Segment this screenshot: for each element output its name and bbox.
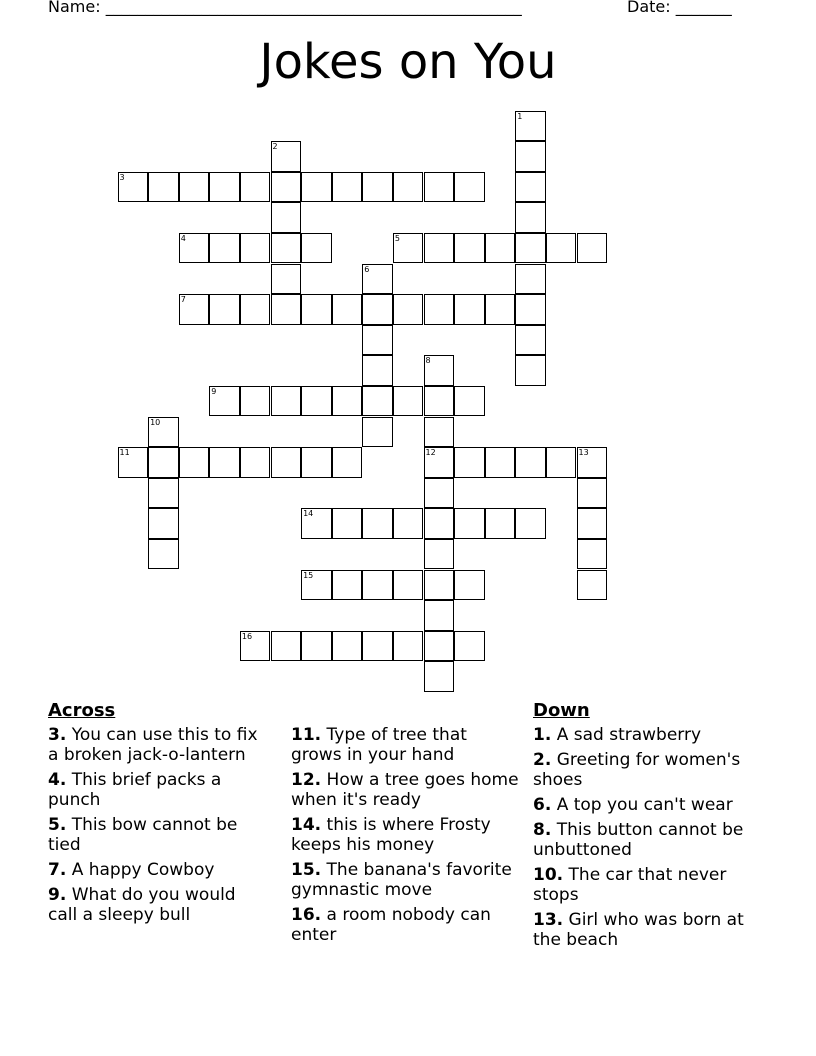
crossword-cell[interactable] (393, 508, 424, 539)
crossword-cell[interactable] (485, 447, 516, 478)
clue-number-label: 5. (48, 815, 67, 835)
crossword-cell[interactable] (148, 172, 179, 203)
clue-text: Girl who was born at the beach (533, 910, 744, 950)
crossword-cell[interactable] (332, 631, 363, 662)
crossword-cell[interactable] (454, 447, 485, 478)
crossword-cell[interactable] (271, 264, 302, 295)
across-clue (48, 885, 268, 925)
crossword-cell[interactable] (332, 172, 363, 203)
clue-number: 1 (517, 111, 523, 121)
crossword-cell[interactable] (393, 172, 424, 203)
clue-text: You can use this to fix a broken jack-o-lantern (48, 725, 258, 765)
clue-number: 7 (180, 295, 186, 305)
down-clue (533, 910, 753, 950)
crossword-cell[interactable] (362, 508, 393, 539)
crossword-cell[interactable] (332, 570, 363, 601)
clue-number: 9 (211, 386, 217, 396)
clue-text: What do you would call a sleepy bull (48, 885, 236, 925)
crossword-cell[interactable] (454, 631, 485, 662)
crossword-cell[interactable] (209, 447, 240, 478)
clue-text: Type of tree that grows in your hand (291, 725, 467, 765)
clue-text: A top you can't wear (556, 795, 733, 815)
crossword-cell[interactable] (271, 386, 302, 417)
clue-number: 15 (303, 570, 314, 580)
crossword-cell[interactable] (271, 172, 302, 203)
crossword-cell[interactable] (577, 447, 608, 478)
down-clue (533, 725, 753, 745)
crossword-cell[interactable] (393, 570, 424, 601)
clue-number: 3 (119, 172, 125, 182)
crossword-cell[interactable] (301, 447, 332, 478)
crossword-cell[interactable] (332, 386, 363, 417)
across-clue (291, 860, 519, 900)
crossword-cell[interactable] (118, 447, 149, 478)
across-clue (48, 770, 268, 810)
clue-text: This bow cannot be tied (48, 815, 238, 855)
crossword-cell[interactable] (332, 508, 363, 539)
crossword-cell[interactable] (424, 233, 455, 264)
clue-number-label: 15. (291, 860, 322, 880)
crossword-cell[interactable] (179, 172, 210, 203)
crossword-cell[interactable] (515, 325, 546, 356)
clue-number: 6 (364, 264, 370, 274)
clue-text: a room nobody can enter (291, 905, 491, 945)
crossword-cell[interactable] (240, 386, 271, 417)
crossword-cell[interactable] (515, 447, 546, 478)
crossword-cell[interactable] (118, 172, 149, 203)
across-clue (48, 725, 268, 765)
crossword-cell[interactable] (301, 233, 332, 264)
crossword-cell[interactable] (454, 386, 485, 417)
crossword-cell[interactable] (240, 447, 271, 478)
crossword-cell[interactable] (179, 447, 210, 478)
crossword-cell[interactable] (179, 233, 210, 264)
crossword-cell[interactable] (424, 478, 455, 509)
clue-text: The car that never stops (533, 865, 727, 905)
clue-text: This brief packs a punch (48, 770, 222, 810)
crossword-cell[interactable] (362, 355, 393, 386)
clue-number: 4 (180, 233, 186, 243)
clue-text: A sad strawberry (556, 725, 702, 745)
crossword-cell[interactable] (148, 539, 179, 570)
crossword-cell[interactable] (424, 631, 455, 662)
crossword-cell[interactable] (577, 539, 608, 570)
clue-number-label: 8. (533, 820, 552, 840)
crossword-cell[interactable] (485, 508, 516, 539)
crossword-cell[interactable] (515, 508, 546, 539)
clue-text: How a tree goes home when it's ready (291, 770, 519, 810)
clue-number-label: 3. (48, 725, 67, 745)
down-heading: Down (533, 700, 590, 721)
crossword-cell[interactable] (485, 294, 516, 325)
crossword-cell[interactable] (546, 447, 577, 478)
name-line[interactable]: ____________________________________________________ (105, 0, 522, 16)
crossword-cell[interactable] (301, 386, 332, 417)
clue-number: 2 (272, 142, 278, 152)
clue-text: this is where Frosty keeps his money (291, 815, 491, 855)
crossword-cell[interactable] (332, 294, 363, 325)
crossword-cell[interactable] (424, 172, 455, 203)
crossword-cell[interactable] (515, 294, 546, 325)
crossword-cell[interactable] (393, 233, 424, 264)
crossword-cell[interactable] (301, 294, 332, 325)
clue-number-label: 14. (291, 815, 322, 835)
crossword-cell[interactable] (424, 386, 455, 417)
across-clue (291, 725, 519, 765)
crossword-cell[interactable] (424, 570, 455, 601)
crossword-cell[interactable] (179, 294, 210, 325)
down-clues (533, 700, 753, 955)
clue-number-label: 9. (48, 885, 67, 905)
crossword-cell[interactable] (515, 202, 546, 233)
clue-text: The banana's favorite gymnastic move (291, 860, 512, 900)
clue-number: 8 (425, 356, 431, 366)
crossword-cell[interactable] (240, 172, 271, 203)
clue-number: 5 (394, 233, 400, 243)
clue-number: 11 (119, 448, 130, 458)
crossword-cell[interactable] (485, 233, 516, 264)
across-clues (48, 700, 268, 930)
crossword-cell[interactable] (271, 294, 302, 325)
crossword-cell[interactable] (393, 294, 424, 325)
clue-number-label: 13. (533, 910, 564, 930)
crossword-cell[interactable] (577, 478, 608, 509)
across-clue (48, 815, 268, 855)
crossword-cell[interactable] (362, 264, 393, 295)
crossword-cell[interactable] (424, 600, 455, 631)
crossword-cell[interactable] (424, 661, 455, 692)
across-clue (291, 770, 519, 810)
crossword-cell[interactable] (424, 508, 455, 539)
crossword-cell[interactable] (271, 233, 302, 264)
crossword-cell[interactable] (515, 172, 546, 203)
puzzle-title: Jokes on You (259, 34, 557, 90)
crossword-cell[interactable] (362, 172, 393, 203)
crossword-cell[interactable] (515, 141, 546, 172)
crossword-cell[interactable] (148, 417, 179, 448)
crossword-cell[interactable] (209, 233, 240, 264)
across-clue (291, 815, 519, 855)
crossword-cell[interactable] (362, 294, 393, 325)
crossword-cell[interactable] (424, 355, 455, 386)
clue-number: 16 (241, 631, 253, 641)
crossword-cell[interactable] (424, 447, 455, 478)
crossword-cell[interactable] (301, 508, 332, 539)
clue-number-label: 1. (533, 725, 552, 745)
crossword-cell[interactable] (515, 233, 546, 264)
crossword-cell[interactable] (271, 141, 302, 172)
clue-text: A happy Cowboy (71, 860, 215, 880)
crossword-cell[interactable] (515, 264, 546, 295)
crossword-cell[interactable] (393, 386, 424, 417)
crossword-cell[interactable] (332, 447, 363, 478)
across-clue (48, 860, 268, 880)
clue-number-label: 11. (291, 725, 322, 745)
across-clue (291, 905, 519, 945)
clue-number: 12 (425, 448, 436, 458)
crossword-cell[interactable] (271, 202, 302, 233)
crossword-cell[interactable] (209, 294, 240, 325)
crossword-cell[interactable] (515, 355, 546, 386)
clue-number: 14 (303, 509, 314, 519)
down-clue (533, 750, 753, 790)
crossword-cell[interactable] (240, 631, 271, 662)
crossword-cell[interactable] (362, 631, 393, 662)
crossword-cell[interactable] (454, 570, 485, 601)
crossword-cell[interactable] (148, 447, 179, 478)
crossword-cell[interactable] (240, 233, 271, 264)
down-clue (533, 795, 753, 815)
clue-number-label: 12. (291, 770, 322, 790)
crossword-cell[interactable] (271, 631, 302, 662)
date-label: Date: (627, 0, 671, 16)
crossword-cell[interactable] (454, 172, 485, 203)
clue-number-label: 16. (291, 905, 322, 925)
crossword-cell[interactable] (362, 570, 393, 601)
crossword-cell[interactable] (209, 386, 240, 417)
crossword-cell[interactable] (577, 570, 608, 601)
clue-number-label: 7. (48, 860, 67, 880)
crossword-cell[interactable] (301, 570, 332, 601)
crossword-cell[interactable] (454, 294, 485, 325)
crossword-cell[interactable] (362, 386, 393, 417)
crossword-cell[interactable] (209, 172, 240, 203)
crossword-cell[interactable] (271, 447, 302, 478)
crossword-cell[interactable] (393, 631, 424, 662)
clue-number: 13 (578, 448, 589, 458)
crossword-cell[interactable] (148, 478, 179, 509)
down-clue (533, 865, 753, 905)
clue-number-label: 6. (533, 795, 552, 815)
across-heading: Across (48, 700, 116, 721)
clue-number-label: 2. (533, 750, 552, 770)
date-line[interactable]: _______ (675, 0, 732, 16)
crossword-cell[interactable] (424, 539, 455, 570)
crossword-cell[interactable] (454, 508, 485, 539)
clue-text: This button cannot be unbuttoned (533, 820, 744, 860)
crossword-cell[interactable] (577, 233, 608, 264)
crossword-cell[interactable] (577, 508, 608, 539)
crossword-cell[interactable] (148, 508, 179, 539)
down-clue (533, 820, 753, 860)
name-label: Name: (48, 0, 101, 16)
clue-number: 10 (150, 417, 161, 427)
crossword-cell[interactable] (362, 417, 393, 448)
crossword-cell[interactable] (424, 417, 455, 448)
clue-number-label: 4. (48, 770, 67, 790)
crossword-cell[interactable] (546, 233, 577, 264)
clue-text: Greeting for women's shoes (533, 750, 741, 790)
clue-number-label: 10. (533, 865, 564, 885)
crossword-cell[interactable] (424, 294, 455, 325)
crossword-cell[interactable] (301, 631, 332, 662)
crossword-cell[interactable] (362, 325, 393, 356)
crossword-cell[interactable] (240, 294, 271, 325)
crossword-cell[interactable] (301, 172, 332, 203)
across-clues-continued (291, 700, 519, 950)
crossword-cell[interactable] (515, 111, 546, 142)
crossword-cell[interactable] (454, 233, 485, 264)
